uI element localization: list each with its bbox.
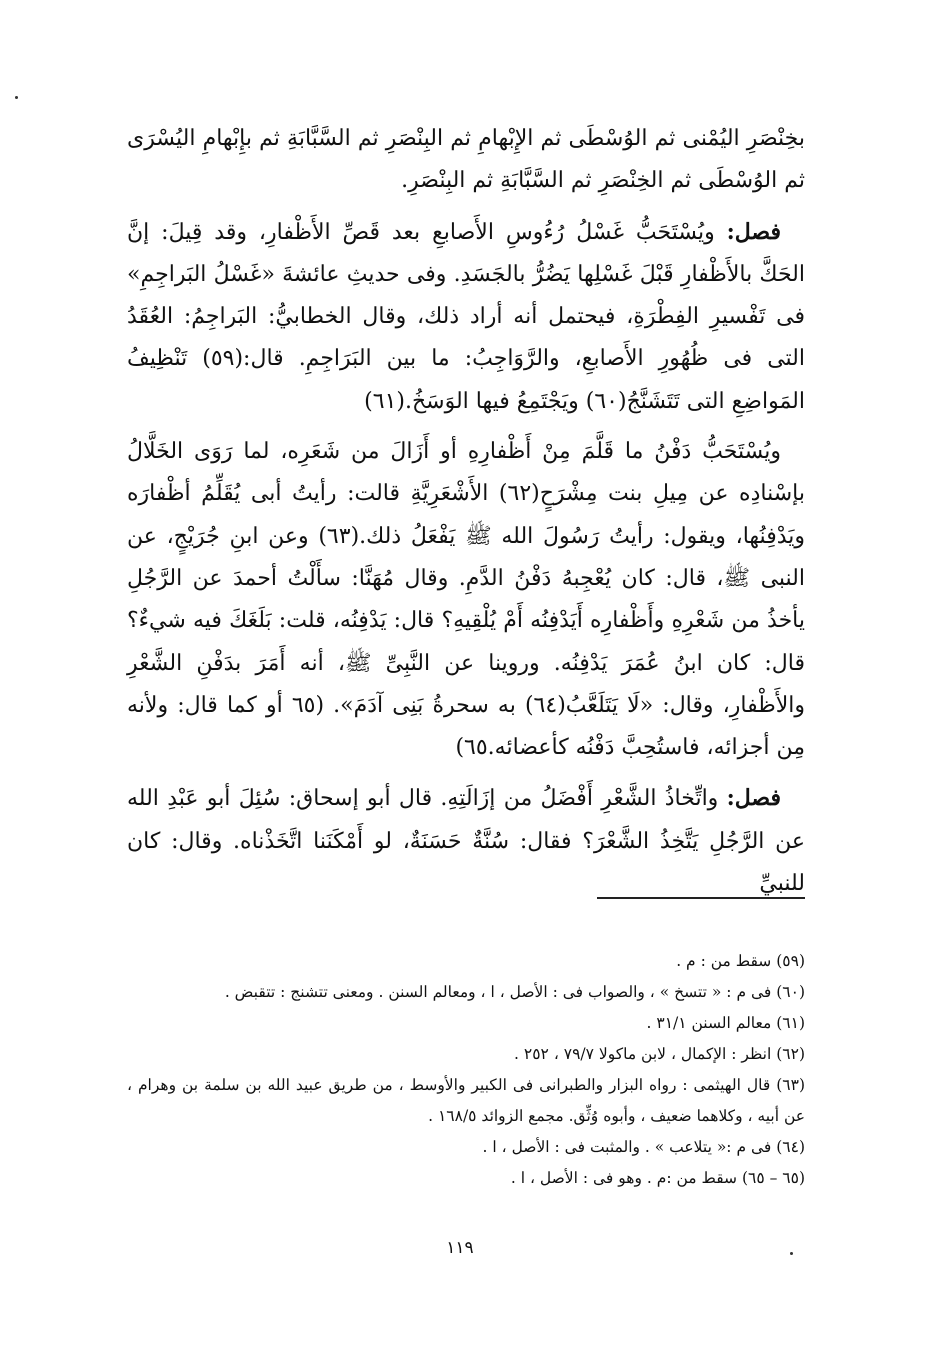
footnote-64: (٦٤) فى م :« يتلاعب » . والمثبت فى : الأصل ، ا . bbox=[482, 1138, 805, 1156]
scan-speck bbox=[15, 96, 18, 99]
footnote-62: (٦٢) انظر : الإكمال ، لابن ماكولا ٧٩/٧ ، ٢٥٢ . bbox=[514, 1045, 805, 1063]
footnote-63: (٦٣) قال الهيثمى : رواه البزار والطبرانى فى الكبير والأوسط ، من طريق عبيد الله بن سلمة بن وهرام ، عن أبيه ، وكلاهما ضعيف ، وأبوه وُثِّق. مجمع الزوائد ١٦٨/٥ . bbox=[127, 1076, 805, 1125]
footnote-59: (٥٩) سقط من : م . bbox=[676, 952, 805, 970]
paragraph-2 bbox=[127, 211, 805, 423]
section-heading: فصل: bbox=[726, 218, 781, 245]
paragraph-1: بخِنْصَرِ اليُمْنى ثم الوُسْطَى ثم الإِبْهامِ ثم البِنْصَرِ ثم السَّبَّابَةِ ثم بإِبْهامِ اليُسْرَى ثم الوُسْطَى ثم الخِنْصَرِ ثم السَّبَّابَةِ ثم البِنْصَرِ. bbox=[127, 126, 805, 194]
paragraph-4-text: واتِّخاذُ الشَّعْرِ أَفْضَلُ من إزَالَتِهِ. قال أبو إسحاق: سُئِلَ أبو عَبْدِ الله عن الرَّجُلِ يَتَّخِذُ الشَّعْرَ؟ فقال: سُنَّةٌ حَسَنَةٌ، لو أَمْكَنَنا اتَّخَذْناه. وقال: كان للنبيِّ bbox=[127, 786, 805, 897]
page-number: ١١٩ bbox=[446, 1238, 474, 1258]
section-heading: فصل: bbox=[726, 785, 781, 812]
paragraph-2-text: ويُسْتَحَبُّ غَسْلُ رُءُوسِ الأَصابعِ بعد قَصِّ الأَظْفارِ، وقد قِيلَ: إنَّ الحَكَّ بالأَظْفارِ قَبْلَ غَسْلِها يَضُرُّ بالجَسَدِ. وفى حديثِ عائشةَ «غَسْلُ البَراجِمِ» فى تَفْسيرِ الفِطْرَةِ، فيحتمل أنه أراد ذلك، وقال الخطابيُّ: البَراجِمُ: العُقَدُ التى فى ظُهُورِ الأَصابعِ، والرَّوَاجِبُ: ما بين البَرَاجِمِ. قال:(٥٩) تَنْظِيفُ المَواضِعِ التى تَتَشَنَّجُ(٦٠) ويَجْتَمِعُ فيها الوَسَخُ.(٦١) bbox=[127, 219, 805, 414]
footnotes bbox=[127, 946, 805, 1194]
main-text bbox=[127, 118, 805, 905]
paragraph-4 bbox=[127, 777, 805, 905]
footnote-65: (٦٥ – ٦٥) سقط من :م . وهو فى : الأصل ، ا . bbox=[510, 1169, 805, 1187]
paragraph-3: ويُسْتَحَبُّ دَفْنُ ما قَلَّمَ مِنْ أَظْفارِهِ أو أَزَالَ من شَعَرِه، لما رَوَى الخَلَّالُ بإسْنادِه عن مِيلِ بنت مِشْرَحٍ(٦٢) الأَشْعَرِيَّةِ قالت: رأيتُ أبى يُقَلِّمُ أظْفارَه ويَدْفِنُها، ويقول: رأيتُ رَسُولَ الله ﷺ يَفْعَلُ ذلك.(٦٣) وعن ابنِ جُرَيْجٍ، عن النبى ﷺ، قال: كان يُعْجِبهُ دَفْنُ الدَّمِ. وقال مُهَنَّا: سأَلْتُ أحمدَ عن الرَّجُلِ يأخذُ من شَعْرِهِ وأَظْفارِه أَيَدْفِنُه أَمْ يُلْقِيهِ؟ قال: يَدْفِنُه، قلت: بَلَغَكَ فيه شيءٌ؟ قال: كان ابنُ عُمَرَ يَدْفِنُه. وروينا عن النَّبِىِّ ﷺ، أنه أَمَرَ بدَفْنِ الشَّعْرِ والأَظْفارِ، وقال: «لَا يَتَلَعَّبُ(٦٤) به سحرةُ بَنِى آدَمَ». (٦٥ أو كما قال: ولأنه مِن أجزائه، فاستُحِبَّ دَفْنُه كأعضائه.٦٥) bbox=[127, 439, 806, 761]
footnote-60: (٦٠) فى م : « تتسخ » ، والصواب فى : الأصل ، ا ، ومعالم السنن . ومعنى تتشنج : تتقبض . bbox=[224, 983, 805, 1001]
footnote-separator bbox=[597, 897, 805, 899]
footnote-61: (٦١) معالم السنن ٣١/١ . bbox=[646, 1014, 805, 1032]
